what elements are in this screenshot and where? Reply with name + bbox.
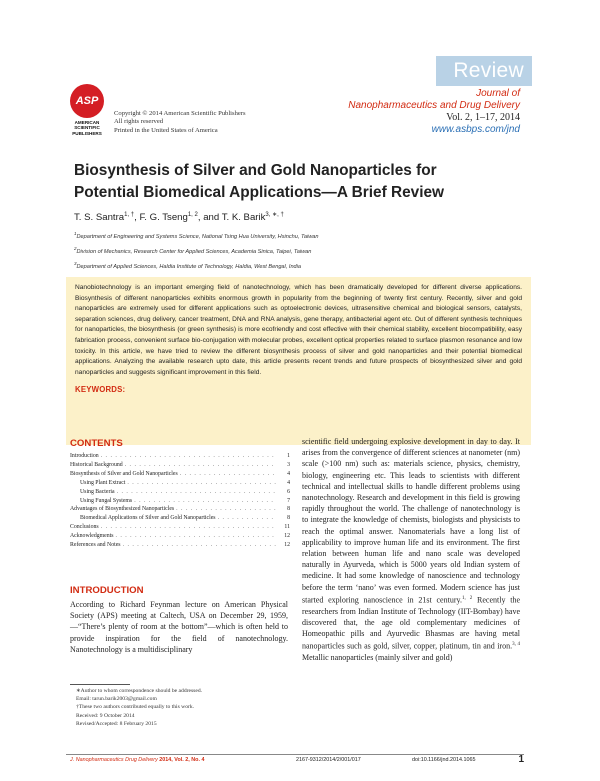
toc-entry-references[interactable]: References and Notes . . . 12 [70,541,290,550]
footnote-accepted: Revised/Accepted: 8 February 2015 [76,720,157,727]
footnote-email[interactable]: Email: tarun.barik2003@gmail.com [76,696,157,703]
publisher-logo [68,84,106,136]
body-text-right-column: scientific field undergoing explosive development in day to day. It arises from the convergence of different sciences at nanometer (nm) scale (>100 nm) such as: materials science, physics, chemistry, biology, engineering etc. This leads to scientists with different technical and intellectual skills to handle different problems using nanotechnology. Research and development in this field is growing rapidly throughout the world. The challenge of nanotechnology is to integrate the knowledge of chemists, biologists and physicists to reach the optimal answer. Nanomaterials have a long list of applicability to improve human life and its environment. The first relation between human life and nano scale was developed naturally in Ayurveda, which is 5000 years old Indian system of medicine. It had some knowledge of nanoscience and technology before the term ‘nano’ was even formed. Modern science has just started exploring nanoscience in 21st century.$^{1, 2}$ Recently the researchers from Indian Institute of Technology (IIT-Bombay) have discovered that, the age old complementary medicines of Homeopathic pills and Ayurvedic Bhasmas are having metal nanoparticles such as gold, silver, copper, platinum, tin and iron.$^{3, 4}$ Metallic nanoparticles (mainly silver and gold) [302,437,521,663]
contents-heading: CONTENTS [70,438,123,449]
toc-entry-fungal-systems[interactable]: Using Fungal Systems . . . 7 [70,497,290,506]
footnote-correspondence: ∗Author to whom correspondence should be addressed. [76,688,203,694]
footer-doi[interactable]: doi:10.1166/jnd.2014.1065 [412,757,476,763]
footnote-divider [70,684,130,685]
publisher-name: AMERICAN SCIENTIFIC PUBLISHERS [72,120,102,136]
footnote-equal-contribution: †These two authors contributed equally to this work. [76,704,195,711]
page-number: 1 [518,754,524,765]
toc-entry-advantages[interactable]: Advantages of Biosynthesized Nanoparticles . . . 8 [70,505,290,514]
journal-volume: Vol. 2, 1–17, 2014 [446,112,520,123]
copyright-notice: Copyright © 2014 American Scientific Publishers All rights reserved Printed in the United States of America [114,110,246,134]
toc-entry-biosynthesis[interactable]: Biosynthesis of Silver and Gold Nanoparticles . . . 4 [70,470,290,479]
abstract-text: Nanobiotechnology is an important emerging field of nanotechnology, which has been dramatically developed for different diverse applications. Biosynthesis of different nanoparticles exhibits enormous growth in popularity from the beginning of twenty first century. Recently, silver and gold nanoparticles are extremely used for different applications such as optoelectronic devices, ultrasensitive chemical and biological sensors, catalysts, separation sciences, drug delivery, cancer treatment, DNA and RNA analysis, gene therapy, antibacterial agent etc. Out of different synthesis techniques for nanoparticles, the biosynthesis (or green synthesis) is more ecofriendly and cost effective with their chemical stability, excellent biocompatibility, easy fabrication process, convenient surface bio-conjugation with molecular probes, excellent optical properties related to surface plasmon resonance and low toxicity. In this article, we have tried to review the different biosynthesis process of silver and gold nanoparticles and their potential biomedical applications. Analyzing the available research upto date, this article presents recent trends and future prospects of biosynthesized silver and gold nanoparticles and suggests significant improvement in this field. [75,284,522,376]
toc-entry-conclusions[interactable]: Conclusions . . . 11 [70,523,290,532]
toc-entry-bacteria[interactable]: Using Bacteria . . . 6 [70,488,290,497]
author-name: T. S. Santra [74,212,125,224]
footnote-received: Received: 9 October 2014 [76,712,135,719]
toc-entry-acknowledgments[interactable]: Acknowledgments . . . 12 [70,532,290,541]
footer-divider [66,754,524,755]
asp-logo-icon: ASP [70,84,104,118]
author-name: T. K. Barik [221,212,266,224]
article-title: Biosynthesis of Silver and Gold Nanoparticles for Potential Biomedical Applications—A Brief Review [74,162,445,201]
author-name: F. G. Tseng [139,212,188,224]
toc-entry-biomedical-applications[interactable]: Biomedical Applications of Silver and Gold Nanoparticles . . . 8 [70,514,290,523]
toc-entry-introduction[interactable]: Introduction . . . 1 [70,452,290,461]
introduction-text: According to Richard Feynman lecture on American Physical Society (APS) meeting at Caltech, USA on December 29, 1959,—“There’s plenty of room at the bottom”—which is often held to provide inspiration for the field of nanotechnology. Nanotechnology is a multidisciplinary [70,600,288,654]
review-label: Review [453,59,524,82]
affiliation-line: $^2$Division of Mechanics, Research Center for Applied Sciences, Academia Sinica, Taipei, Taiwan [74,245,312,255]
affiliation-line: $^1$Department of Engineering and Systems Science, National Tsing Hua University, Hsinchu, Taiwan [74,231,319,240]
toc-entry-historical-background[interactable]: Historical Background . . . 3 [70,461,290,470]
journal-info [280,88,520,136]
author-list: T. S. Santra$^{1, \dagger}$, F. G. Tseng$^{1, 2}$, and T. K. Barik$^{3, ∗, \dagger}$ [74,212,284,224]
citation-ref[interactable]: 3, 4 [512,642,521,648]
citation-ref[interactable]: 1, 2 [461,595,473,601]
journal-name-line2: Nanopharmaceutics and Drug Delivery [348,100,520,111]
author-superscript: 3, ∗, † [265,212,284,218]
page-footer [66,756,524,768]
toc-entry-plant-extract[interactable]: Using Plant Extract . . . 4 [70,479,290,488]
review-banner [436,56,532,86]
affiliation-line: $^3$Department of Applied Sciences, Haldia Institute of Technology, Haldia, West Bengal, India [74,260,302,270]
author-superscript: 1, 2 [187,212,198,218]
footer-issn: 2167-9312/2014/2/001/017 [296,757,361,763]
introduction-heading: INTRODUCTION [70,585,144,596]
affiliations [74,228,319,273]
journal-name-line1: Journal of [476,88,520,99]
contents-list [70,452,290,550]
footer-journal: J. Nanopharmaceutics Drug Delivery 2014, Vol. 2, No. 4 [70,757,205,763]
footnotes [76,687,290,728]
journal-url[interactable]: www.asbps.com/jnd [431,124,520,135]
keywords-label: KEYWORDS: [75,385,126,395]
abstract-box [66,277,531,445]
author-superscript: 1, † [124,212,135,218]
